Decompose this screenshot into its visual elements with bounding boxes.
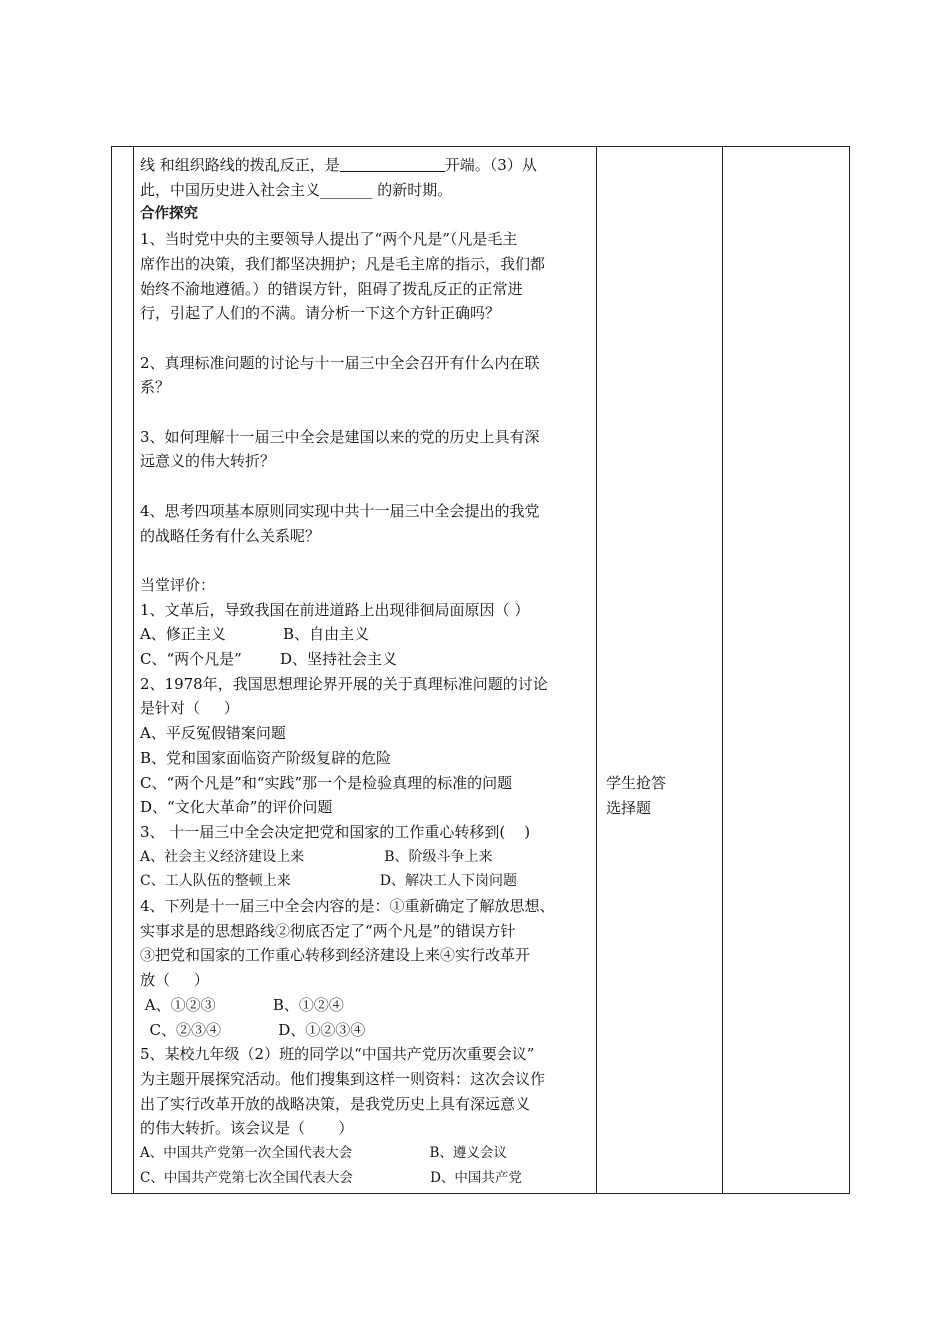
option-line: A、中国共产党第一次全国代表大会 B、遵义会议 (140, 1145, 507, 1162)
option-line: A、修正主义 B、自由主义 (140, 625, 370, 644)
question-line: 为主题开展探究活动。他们搜集到这样一则资料：这次会议作 (140, 1069, 546, 1088)
option-line: C、中国共产党第七次全国代表大会 D、中国共产党 (140, 1169, 522, 1186)
option-line: B、党和国家面临资产阶级复辟的危险 (140, 748, 392, 767)
notes-column (723, 147, 850, 1194)
question-line: 2、1978年，我国思想理论界开展的关于真理标准问题的讨论 (140, 674, 548, 693)
lesson-table (111, 146, 849, 1194)
option-line: C、“两个凡是” D、坚持社会主义 (140, 650, 397, 668)
question-line: 实事求是的思想路线②彻底否定了“两个凡是”的错误方针 (140, 921, 516, 940)
question-line: 的伟大转折。该会议是（ ） (140, 1119, 354, 1138)
section-heading-evaluation: 当堂评价： (140, 575, 216, 594)
option-line: D、“文化大革命”的评价问题 (140, 798, 333, 817)
text-line: 席作出的决策，我们都坚决拥护；凡是毛主席的指示，我们都 (140, 254, 546, 273)
text-line: 3、如何理解十一届三中全会是建国以来的党的历史上具有深 (140, 427, 540, 446)
option-line: C、工人队伍的整顿上来 D、解决工人下岗问题 (140, 873, 517, 890)
question-line: 4、下列是十一届三中全会内容的是：①重新确定了解放思想、 (140, 897, 555, 916)
lesson-grid (111, 146, 850, 1194)
option-line: C、②③④ D、①②③④ (140, 1020, 366, 1039)
side-note-line: 学生抢答 (606, 774, 667, 792)
question-line: 出了实行改革开放的战略决策，是我党历史上具有深远意义 (140, 1094, 531, 1113)
text-line: 1、当时党中央的主要领导人提出了“两个凡是”（凡是毛主 (140, 230, 518, 249)
option-line: A、平反冤假错案问题 (140, 724, 286, 743)
question-line: 3、 十一届三中全会决定把党和国家的工作重心转移到( ) (140, 822, 531, 841)
content-column (134, 147, 597, 1194)
text-line: 此，中国历史进入社会主义_______ 的新时期。 (140, 180, 453, 199)
option-line: C、“两个凡是”和“实践”那一个是检验真理的标准的问题 (140, 773, 513, 792)
option-line: A、社会主义经济建设上来 B、阶级斗争上来 (140, 848, 493, 865)
question-line: 是针对（ ） (140, 699, 239, 718)
activity-column (597, 147, 723, 1194)
text-line: 始终不渝地遵循。）的错误方针，阻碍了拨乱反正的正常进 (140, 279, 523, 298)
side-note-line: 选择题 (606, 798, 652, 817)
section-heading-cooperative: 合作探究 (140, 206, 198, 223)
text-line: 2、真理标准问题的讨论与十一届三中全会召开有什么内在联 (140, 353, 540, 372)
question-line: 放（ ） (140, 971, 209, 990)
margin-column (112, 147, 134, 1194)
text-line: 系？ (140, 378, 171, 397)
text-line: 线 和组织路线的拨乱反正，是 开端。（3）从 (140, 156, 537, 174)
question-line: 1、文革后，导致我国在前进道路上出现徘徊局面原因（ ） (140, 600, 530, 619)
question-line: 5、某校九年级（2）班的同学以“中国共产党历次重要会议” (140, 1045, 535, 1064)
question-line: ③把党和国家的工作重心转移到经济建设上来④实行改革开 (140, 946, 531, 965)
text-line: 远意义的伟大转折？ (140, 452, 276, 471)
option-line: A、①②③ B、①②④ (140, 995, 344, 1014)
blank-underline (340, 155, 445, 172)
text-line: 行，引起了人们的不满。请分析一下这个方针正确吗？ (140, 304, 501, 323)
text-line: 4、思考四项基本原则同实现中共十一届三中全会提出的我党 (140, 501, 540, 520)
text-line: 的战略任务有什么关系呢？ (140, 526, 321, 545)
